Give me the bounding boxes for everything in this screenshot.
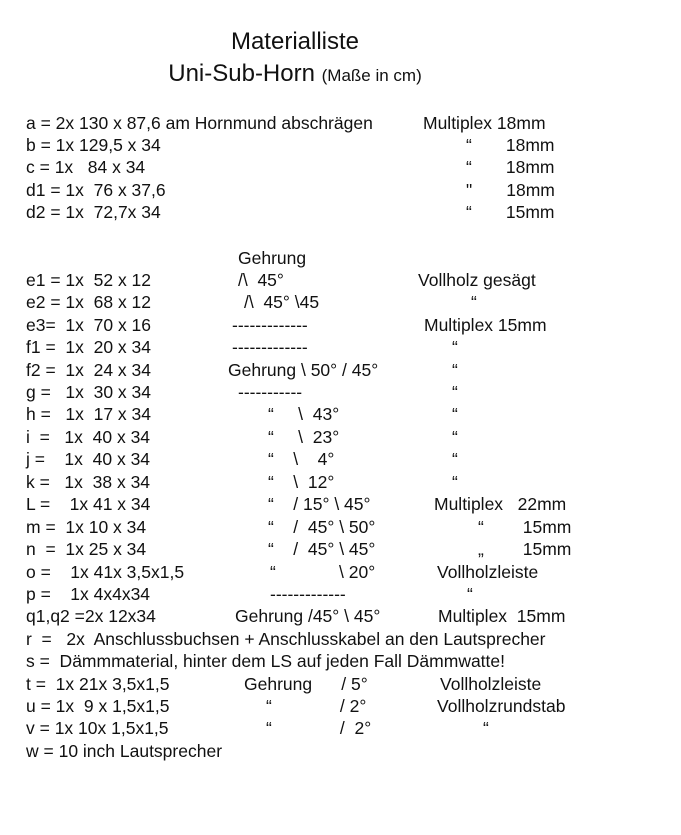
item-material: " 18mm — [466, 180, 555, 200]
item-dimensions: o = 1x 41x 3,5x1,5 — [26, 562, 185, 582]
gehrung-header: Gehrung — [238, 248, 307, 268]
item-dimensions: c = 1x 84 x 34 — [26, 157, 146, 177]
item-material: Multiplex 18mm — [423, 113, 546, 133]
item-material: “ — [452, 360, 458, 380]
item-material: Vollholzrundstab — [437, 696, 566, 716]
item-dimensions: f1 = 1x 20 x 34 — [26, 337, 152, 357]
item-cut-angle: “ / 2° — [266, 718, 372, 738]
item-cut-angle: “ / 2° — [266, 696, 367, 716]
item-dimensions: a = 2x 130 x 87,6 am Hornmund abschrägen — [26, 113, 373, 133]
item-dimensions: e1 = 1x 52 x 12 — [26, 270, 152, 290]
item-cut-angle: /\ 45° — [238, 270, 284, 290]
item-dimensions: b = 1x 129,5 x 34 — [26, 135, 161, 155]
item-cut-angle: “ / 45° \ 45° — [268, 539, 376, 559]
item-dimensions: v = 1x 10x 1,5x1,5 — [26, 718, 169, 738]
item-material: “ — [452, 472, 458, 492]
subtitle-text: Uni-Sub-Horn — [168, 60, 315, 87]
item-material: Multiplex 22mm — [434, 494, 567, 514]
item-material: “ — [467, 584, 473, 604]
item-material: Multiplex 15mm — [438, 606, 566, 626]
item-cut-angle: ------------- — [232, 315, 308, 335]
item-material: “ 15mm — [478, 517, 572, 537]
item-dimensions: n = 1x 25 x 34 — [26, 539, 147, 559]
item-material: “ — [452, 337, 458, 357]
item-material: „ 15mm — [478, 539, 572, 559]
document-subtitle — [0, 60, 590, 88]
item-cut-angle: Gehrung / 5° — [244, 674, 368, 694]
item-cut-angle: “ \ 23° — [268, 427, 340, 447]
item-dimensions: g = 1x 30 x 34 — [26, 382, 152, 402]
item-material: “ 15mm — [466, 202, 555, 222]
item-dimensions: w = 10 inch Lautsprecher — [26, 741, 223, 761]
item-cut-angle: ------------- — [232, 337, 308, 357]
item-dimensions: i = 1x 40 x 34 — [26, 427, 151, 447]
item-material: “ — [471, 292, 477, 312]
item-cut-angle: “ \ 43° — [268, 404, 340, 424]
item-material: “ — [452, 427, 458, 447]
item-cut-angle: “ \ 20° — [270, 562, 376, 582]
item-dimensions: s = Dämmmaterial, hinter dem LS auf jeden Fall Dämmwatte! — [26, 651, 506, 671]
item-dimensions: e3= 1x 70 x 16 — [26, 315, 152, 335]
item-material: Vollholzleiste — [440, 674, 542, 694]
item-dimensions: j = 1x 40 x 34 — [26, 449, 151, 469]
item-dimensions: u = 1x 9 x 1,5x1,5 — [26, 696, 170, 716]
item-dimensions: t = 1x 21x 3,5x1,5 — [26, 674, 170, 694]
item-cut-angle: Gehrung \ 50° / 45° — [228, 360, 379, 380]
item-dimensions: p = 1x 4x4x34 — [26, 584, 151, 604]
item-dimensions: k = 1x 38 x 34 — [26, 472, 151, 492]
item-dimensions: q1,q2 =2x 12x34 — [26, 606, 156, 626]
item-material: “ — [452, 449, 458, 469]
item-material: Vollholz gesägt — [418, 270, 536, 290]
item-dimensions: f2 = 1x 24 x 34 — [26, 360, 152, 380]
item-cut-angle: /\ 45° \45 — [244, 292, 320, 312]
item-material: “ — [452, 382, 458, 402]
item-dimensions: h = 1x 17 x 34 — [26, 404, 152, 424]
item-material: “ — [452, 404, 458, 424]
item-cut-angle: “ / 45° \ 50° — [268, 517, 376, 537]
document-title: Materialliste — [230, 28, 360, 55]
item-cut-angle: “ \ 4° — [268, 449, 335, 469]
item-dimensions: d2 = 1x 72,7x 34 — [26, 202, 161, 222]
item-dimensions: e2 = 1x 68 x 12 — [26, 292, 152, 312]
item-cut-angle: ----------- — [238, 382, 303, 402]
item-material: Multiplex 15mm — [424, 315, 547, 335]
item-material: “ 18mm — [466, 157, 555, 177]
item-cut-angle: “ / 15° \ 45° — [268, 494, 371, 514]
item-cut-angle: “ \ 12° — [268, 472, 335, 492]
item-dimensions: r = 2x Anschlussbuchsen + Anschlusskabel an den Lautsprecher — [26, 629, 546, 649]
subtitle-unit: (Maße in cm) — [321, 66, 422, 85]
item-dimensions: m = 1x 10 x 34 — [26, 517, 147, 537]
item-material: “ — [483, 718, 489, 738]
item-material: Vollholzleiste — [437, 562, 539, 582]
item-cut-angle: Gehrung /45° \ 45° — [235, 606, 381, 626]
item-material: “ 18mm — [466, 135, 555, 155]
item-cut-angle: ------------- — [270, 584, 346, 604]
item-dimensions: d1 = 1x 76 x 37,6 — [26, 180, 166, 200]
item-dimensions: L = 1x 41 x 34 — [26, 494, 151, 514]
